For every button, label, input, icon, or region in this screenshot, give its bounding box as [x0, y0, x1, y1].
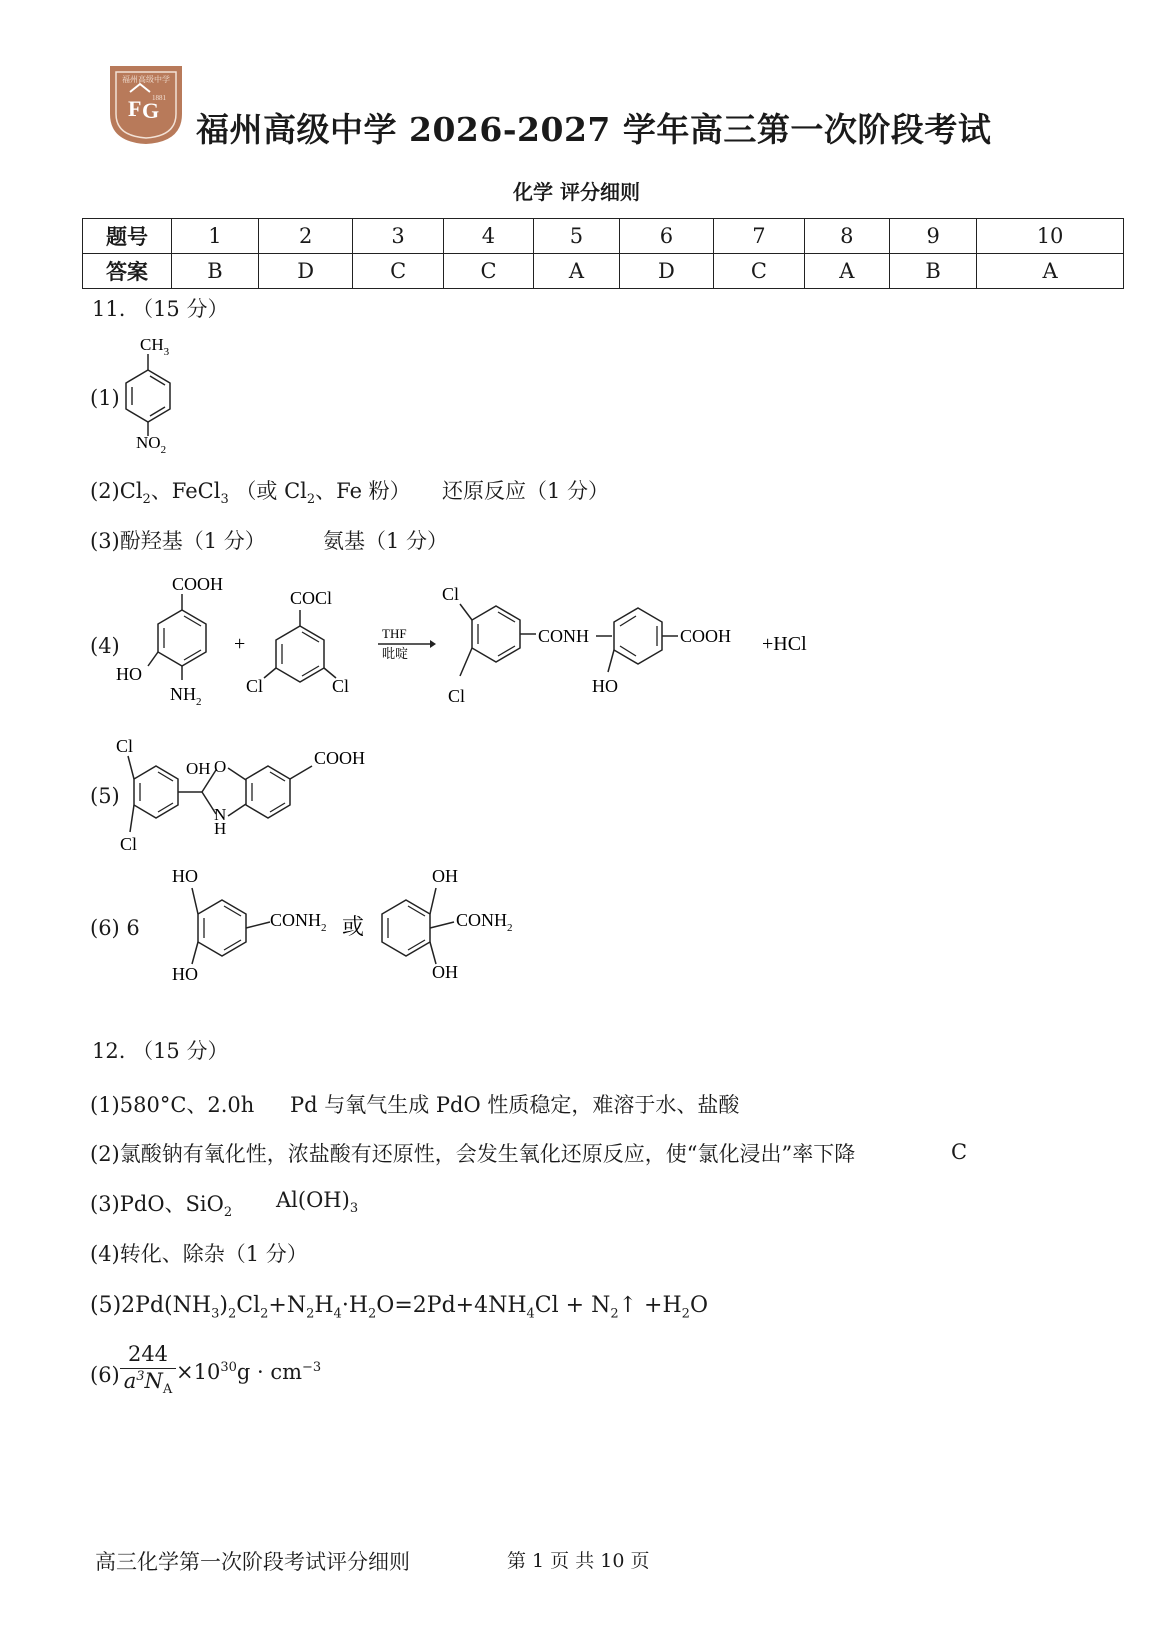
fraction: [120, 1342, 176, 1397]
svg-text:OH: OH: [432, 866, 458, 886]
table-cell: A: [977, 254, 1124, 289]
text: （或 Cl: [228, 479, 307, 503]
svg-text:或: 或: [342, 914, 365, 939]
q11-p2: [90, 475, 411, 507]
svg-text:NH2: $NH_2$: [170, 684, 202, 708]
text: 3: [211, 1306, 220, 1322]
text: O=2Pd+4NH: [376, 1293, 527, 1318]
text: g · cm: [236, 1360, 303, 1384]
denominator: [120, 1369, 176, 1397]
text: 、Fe 粉）: [315, 479, 411, 503]
svg-text:G: G: [142, 98, 160, 123]
svg-text:Cl: Cl: [116, 736, 134, 756]
svg-text:Cl: Cl: [332, 676, 350, 696]
q12-p1-a: (1)580°C、2.0h: [90, 1093, 255, 1117]
svg-text:Cl: Cl: [442, 584, 460, 604]
q12-p2-b: C: [951, 1140, 968, 1164]
table-cell: D: [619, 254, 713, 289]
page-title: 福州高级中学 2026-2027 学年高三第一次阶段考试: [196, 110, 992, 149]
svg-text:COOH: COOH: [314, 748, 366, 768]
table-cell: 10: [977, 219, 1124, 254]
text: 3: [220, 492, 229, 508]
benzoxazoline-structure: [112, 736, 402, 860]
numerator: 244: [120, 1342, 176, 1369]
svg-text:Cl: Cl: [246, 676, 264, 696]
table-cell: B: [890, 254, 977, 289]
svg-text:HO: HO: [172, 866, 198, 886]
svg-text:OH: OH: [186, 759, 211, 778]
q12-p3-a: [90, 1188, 232, 1220]
table-cell: 2: [258, 219, 352, 254]
svg-text:Cl: Cl: [448, 686, 466, 706]
q12-p1-b: Pd 与氧气生成 PdO 性质稳定，难溶于水、盐酸: [290, 1093, 740, 1117]
ch3-label: $CH_3$: [140, 335, 170, 358]
svg-text:F: F: [128, 96, 142, 121]
text: 3: [349, 1201, 359, 1217]
table-row-header: 答案: [83, 254, 172, 289]
text: Cl: [236, 1293, 261, 1318]
text: 4: [526, 1306, 535, 1322]
svg-text:N: N: [214, 805, 227, 824]
text: +N: [268, 1293, 307, 1318]
text: 2: [681, 1306, 690, 1322]
table-row: [83, 254, 1124, 289]
text: (2)Cl: [90, 479, 143, 503]
q12-heading: 12. （15 分）: [92, 1039, 229, 1063]
text: ·H: [341, 1293, 369, 1318]
page-number: 第 1 页 共 10 页: [507, 1550, 650, 1572]
table-cell: 5: [534, 219, 620, 254]
text: 、FeCl: [150, 479, 221, 503]
svg-text:HO: HO: [172, 964, 198, 984]
no2-label: $NO_2$: [136, 433, 167, 456]
answer-table: [82, 218, 1124, 289]
svg-text:+: +: [234, 633, 246, 655]
svg-text:OH: OH: [432, 962, 458, 982]
text: 2: [142, 492, 151, 508]
table-cell: 7: [714, 219, 804, 254]
footer-title: 高三化学第一次阶段考试评分细则: [95, 1550, 410, 1574]
text: 2: [610, 1306, 619, 1322]
text: 2: [260, 1306, 269, 1322]
table-cell: 1: [172, 219, 259, 254]
svg-text:O: O: [214, 757, 227, 776]
table-cell: A: [804, 254, 890, 289]
text: ): [219, 1293, 228, 1318]
svg-text:H: H: [214, 819, 227, 838]
svg-text:福州高级中学: 福州高级中学: [122, 75, 170, 84]
svg-text:+HCl: +HCl: [762, 633, 807, 655]
text: Al(OH): [276, 1188, 350, 1212]
table-cell: C: [353, 254, 443, 289]
isomer-structures: [170, 862, 530, 992]
table-cell: 6: [619, 219, 713, 254]
text: 2: [227, 1306, 237, 1322]
p-nitrotoluene-structure: [112, 330, 212, 460]
text: 3: [136, 1369, 145, 1384]
table-cell: D: [258, 254, 352, 289]
table-cell: B: [172, 254, 259, 289]
table-cell: C: [714, 254, 804, 289]
text: O: [689, 1293, 708, 1318]
text: −3: [302, 1360, 322, 1375]
q11-p6-label: (6) 6: [90, 916, 140, 940]
text: 2: [223, 1205, 233, 1221]
text: 2: [306, 492, 316, 508]
text: ↑ +H: [618, 1293, 682, 1318]
q11-p4-label: (4): [90, 634, 120, 658]
text: 2Pd(NH: [121, 1293, 212, 1318]
text: 2: [306, 1306, 315, 1322]
svg-text:CONH2: $CONH_2$: [456, 910, 513, 934]
table-cell: 3: [353, 219, 443, 254]
q11-heading: 11. （15 分）: [92, 297, 229, 321]
q12-p3-b: [276, 1188, 358, 1216]
svg-text:COCl: COCl: [290, 588, 333, 608]
text: (3)PdO、SiO: [90, 1192, 224, 1216]
table-cell: 8: [804, 219, 890, 254]
table-row: [83, 219, 1124, 254]
svg-text:CONH2: $CONH_2$: [270, 910, 327, 934]
svg-text:Cl: Cl: [120, 834, 138, 854]
q11-p2-reaction-type: 还原反应（1 分）: [442, 479, 610, 503]
svg-text:1881: 1881: [152, 94, 166, 102]
svg-text:COOH: COOH: [680, 626, 732, 646]
text: N: [144, 1369, 163, 1393]
svg-text:COOH: COOH: [172, 574, 224, 594]
q12-p5-equation: [90, 1293, 708, 1321]
q12-p6-units: [176, 1360, 321, 1384]
q11-p3-a: (3)酚羟基（1 分）: [90, 529, 266, 553]
text: a: [123, 1369, 137, 1393]
table-row-header: 题号: [83, 219, 172, 254]
q12-p2-a: (2)氯酸钠有氧化性，浓盐酸有还原性，会发生氧化还原反应，使“氯化浸出”率下降: [90, 1142, 856, 1166]
q11-p5-label: (5): [90, 784, 120, 808]
q11-p1-label: (1): [90, 386, 120, 410]
text: 2: [368, 1306, 377, 1322]
q12-p4: (4)转化、除杂（1 分）: [90, 1242, 308, 1266]
text: A: [162, 1382, 173, 1398]
text: Cl + N: [534, 1293, 611, 1318]
text: 4: [333, 1306, 342, 1322]
amide-reaction-scheme: [112, 568, 832, 718]
q12-p6-label: (6): [90, 1363, 120, 1387]
table-cell: A: [534, 254, 620, 289]
table-cell: 9: [890, 219, 977, 254]
svg-text:CONH: CONH: [538, 626, 590, 646]
svg-text:HO: HO: [592, 676, 618, 696]
q11-p3-b: 氨基（1 分）: [323, 529, 449, 553]
text: 30: [220, 1360, 237, 1375]
text: ×10: [176, 1360, 221, 1384]
table-cell: C: [443, 254, 533, 289]
page-subtitle: 化学 评分细则: [513, 180, 640, 204]
svg-text:吡啶: 吡啶: [382, 646, 409, 661]
table-cell: 4: [443, 219, 533, 254]
text: H: [314, 1293, 334, 1318]
text: (5): [90, 1293, 122, 1318]
svg-text:THF: THF: [382, 626, 407, 641]
school-logo: [106, 62, 186, 146]
svg-text:HO: HO: [116, 664, 142, 684]
